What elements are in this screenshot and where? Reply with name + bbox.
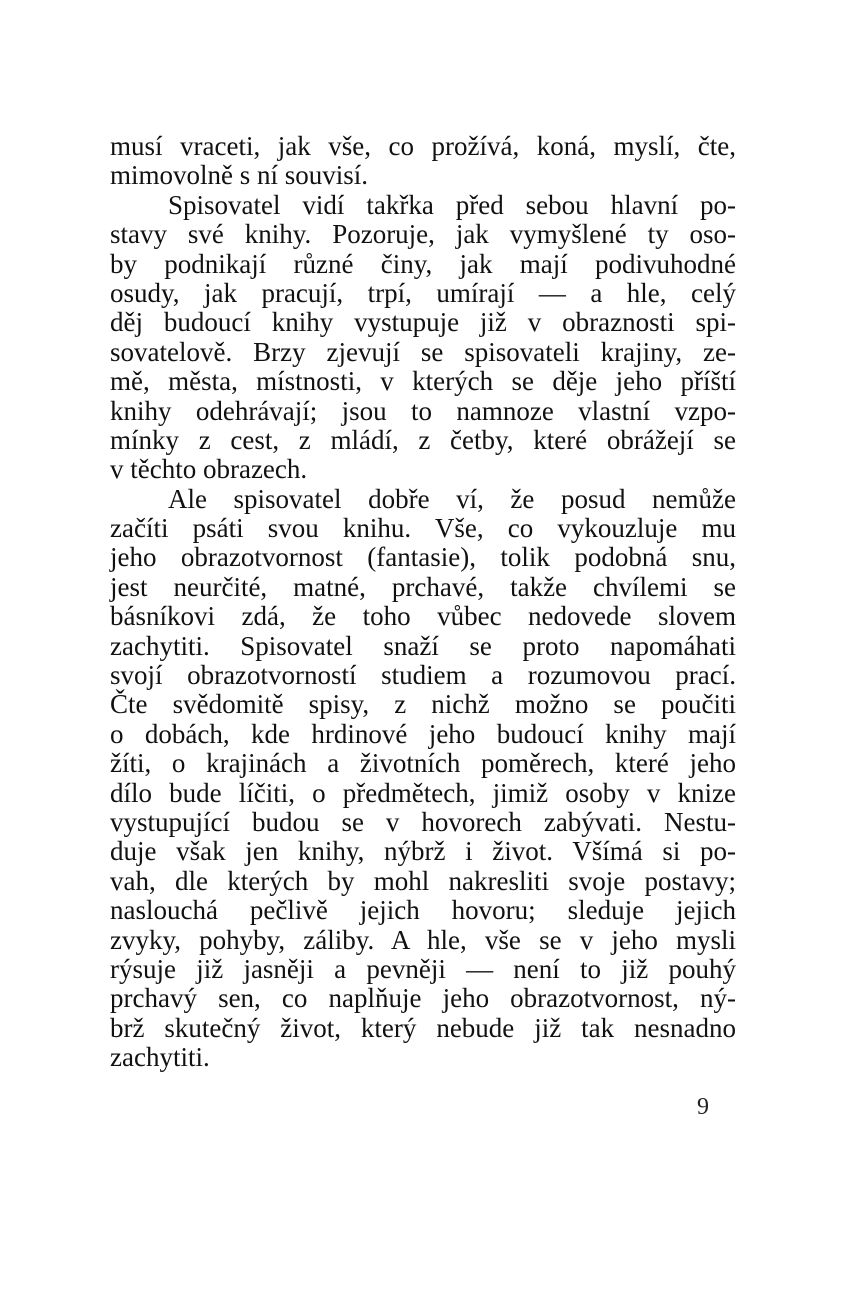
text-line-6: osudy, jak pracují, trpí, umírají — a hle, celý [110, 277, 736, 308]
text-line-16: jest neurčité, matné, prchavé, takže chvílemi se [110, 571, 736, 602]
text-line-29: rýsuje již jasněji a pevněji — není to již pouhý [110, 953, 736, 984]
text-line-14: začíti psáti svou knihu. Vše, co vykouzluje mu [110, 513, 736, 544]
text-line-4: stavy své knihy. Pozoruje, jak vymyšlené ty oso- [110, 219, 736, 250]
text-line-27: naslouchá pečlivě jejich hovoru; sleduje jejich [110, 895, 736, 926]
text-line-2: mimovolně s ní souvisí. [110, 160, 369, 191]
text-line-15: jeho obrazotvornost (fantasie), tolik podobná snu, [110, 542, 736, 573]
text-line-25: duje však jen knihy, nýbrž i život. Všímá si po- [110, 836, 736, 867]
text-line-12: v těchto obrazech. [110, 454, 308, 485]
text-line-22: žíti, o krajinách a životních poměrech, které jeho [110, 748, 736, 779]
body-text [110, 132, 736, 1073]
text-line-18: zachytiti. Spisovatel snaží se proto napomáhati [110, 630, 736, 661]
text-line-26: vah, dle kterých by mohl nakresliti svoje postavy; [110, 865, 736, 896]
text-line-19: svojí obrazotvorností studiem a rozumovou prací. [110, 660, 736, 691]
text-line-30: prchavý sen, co naplňuje jeho obrazotvornost, ný- [110, 983, 736, 1014]
text-line-5: by podnikají různé činy, jak mají podivuhodné [110, 248, 736, 279]
text-line-23: dílo bude líčiti, o předmětech, jimiž osoby v knize [110, 777, 736, 808]
text-line-11: mínky z cest, z mládí, z četby, které obrážejí se [110, 424, 736, 455]
text-line-21: o dobách, kde hrdinové jeho budoucí knihy mají [110, 718, 736, 749]
text-line-31: brž skutečný život, který nebude již tak nesnadno [110, 1012, 736, 1043]
text-line-13: Ale spisovatel dobře ví, že posud nemůže [168, 483, 736, 514]
text-line-10: knihy odehrávají; jsou to namnoze vlastní vzpo- [110, 395, 736, 426]
text-line-17: básníkovi zdá, že toho vůbec nedovede slovem [110, 601, 736, 632]
text-line-1: musí vraceti, jak vše, co prožívá, koná, myslí, čte, [110, 131, 736, 161]
text-line-20: Čte svědomitě spisy, z nichž možno se poučiti [110, 689, 736, 720]
text-line-3: Spisovatel vidí takřka před sebou hlavní po- [168, 189, 736, 220]
text-line-7: děj budoucí knihy vystupuje již v obraznosti spi- [110, 307, 736, 338]
page-number: 9 [697, 1094, 709, 1120]
text-line-8: sovatelově. Brzy zjevují se spisovateli krajiny, ze- [110, 336, 736, 367]
text-line-9: mě, města, místnosti, v kterých se děje jeho příští [110, 366, 736, 397]
text-line-32: zachytiti. [110, 1042, 210, 1073]
text-line-24: vystupující budou se v hovorech zabývati. Nestu- [110, 806, 736, 837]
text-line-28: zvyky, pohyby, záliby. A hle, vše se v jeho mysli [110, 924, 736, 955]
